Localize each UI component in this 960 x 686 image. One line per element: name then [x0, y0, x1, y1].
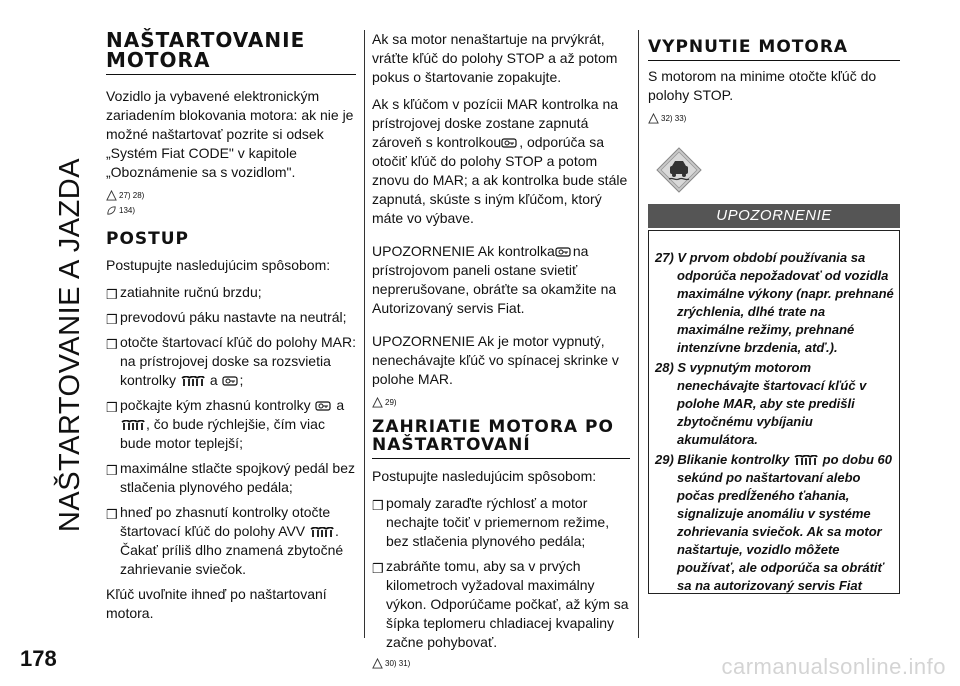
outro-paragraph: Kľúč uvoľnite ihneď po naštartovaní motora.: [106, 586, 327, 621]
warning-box: [648, 230, 900, 594]
warmup-lead: Postupujte nasledujúcim spôsobom:: [372, 468, 597, 484]
column-divider-right: [638, 30, 639, 638]
glow-plug-icon: [180, 376, 206, 388]
page-number: 178: [20, 646, 57, 671]
checkbox-bullet-icon: ❒: [106, 312, 118, 327]
heading-rule: [372, 458, 630, 459]
procedure-lead: Postupujte nasledujúcim spôsobom:: [106, 257, 331, 273]
immobilizer-icon: [315, 397, 333, 413]
list-item: ❒ prevodovú páku nastavte na neutrál;: [106, 309, 347, 327]
road-warning-sign-icon: [655, 146, 703, 194]
sidebar-chapter-title: NAŠTARTOVANIE A JAZDA: [54, 157, 86, 533]
checkbox-bullet-icon: ❒: [106, 337, 118, 352]
list-item: ❒ zabráňte tomu, aby sa v prvých kilometroch vyžadoval maximálny výkon. Odporúčame počkať, až kým sa šípka teplomeru chladiacej kvapaliny začne pohybovať.: [372, 558, 629, 650]
checkbox-bullet-icon: ❒: [106, 400, 118, 415]
section-heading-warmup: ZAHRIATIE MOTORA PO NAŠTARTOVANÍ: [372, 417, 614, 455]
list-item: ❒ zatiahnite ručnú brzdu;: [106, 284, 262, 302]
paragraph-engine-off: UPOZORNENIE Ak je motor vypnutý, nenechávajte kľúč vo spínacej skrinke v polohe MAR.: [372, 333, 619, 387]
paragraph-warning-lamp: UPOZORNENIE Ak kontrolka na prístrojovom paneli ostane svietiť neprerušovane, obráťte sa okamžite na Autorizovaný servis Fiat.: [372, 243, 617, 316]
paragraph-retry: Ak sa motor nenaštartuje na prvýkrát, vráťte kľúč do polohy STOP a až potom pokus o štartovanie zopakujte.: [372, 31, 618, 85]
warning-triangle-icon: [106, 190, 117, 201]
environment-ref: 134): [106, 205, 356, 216]
glow-plug-icon: [793, 455, 819, 467]
list-item: ❒ pomaly zaraďte rýchlosť a motor nechajte točiť v priemernom režime, bez stlačenia plynového pedála;: [372, 495, 610, 549]
list-item: ❒ otočte štartovací kľúč do polohy MAR: na prístrojovej doske sa rozsvietia kontrolky a ;: [106, 334, 356, 388]
warning-ref: 30) 31): [372, 658, 630, 669]
warning-item-29: 29) Blikanie kontrolky po dobu 60 sekúnd po naštartovaní alebo počas predĺženého ťahania, signalizuje anomáliu v systéme zohrievania sviečok. Ak sa motor naštartuje, vozidlo môžete používať, ale odporúča sa obrátiť sa na autorizovaný servis Fiat: [655, 452, 892, 593]
subheading-procedure: POSTUP: [106, 229, 190, 249]
warning-ref: 29): [372, 397, 630, 408]
section-heading-starting: NAŠTARTOVANIE MOTORA: [106, 28, 306, 72]
warning-ref: 27) 28): [106, 190, 356, 201]
column-stopping: [648, 30, 900, 128]
paragraph-key-mar: Ak s kľúčom v pozícii MAR kontrolka na prístrojovej doske zostane zapnutá zároveň s kontrolkou , odporúča sa otočiť kľúč do polohy STOP a potom znovu do MAR; a ak kontrolka bude stále zapnutá, skúste s iným kľúčom, ktorý máte vo výbave.: [372, 96, 628, 226]
warning-box-title: UPOZORNENIE: [648, 204, 900, 228]
list-item: ❒ počkajte kým zhasnú kontrolky a , čo bude rýchlejšie, čím viac bude motor teplejší;: [106, 397, 345, 451]
immobilizer-icon: [501, 134, 519, 150]
warning-item-27: 27) V prvom období používania sa odporúča nepožadovať od vozidla maximálne výkony (napr. prehnané zrýchlenia, dlhé trate na maximálne režimy, prehnané intenzívne brzdenia, atď.).: [655, 250, 894, 355]
immobilizer-icon: [555, 243, 573, 259]
warning-item-28: 28) S vypnutým motorom nenechávajte štartovací kľúč v polohe MAR, aby ste predišli zbytočnému vybíjaniu akumulátora.: [655, 360, 867, 447]
section-heading-stopping: VYPNUTIE MOTORA: [648, 37, 849, 57]
warning-triangle-icon: [372, 658, 383, 669]
intro-paragraph: Vozidlo ja vybavené elektronickým zariadením blokovania motora: ak nie je možné naštartovať pozrite si odsek „Systém Fiat CODE" v kapitole „Oboznámenie sa s vozidlom".: [106, 88, 354, 180]
column-warmup: [372, 30, 630, 673]
immobilizer-icon: [222, 372, 240, 388]
warning-list: [649, 231, 899, 595]
list-item: ❒ maximálne stlačte spojkový pedál bez stlačenia plynového pedála;: [106, 460, 356, 495]
checkbox-bullet-icon: ❒: [106, 507, 118, 522]
glow-plug-icon: [309, 527, 335, 539]
checkbox-bullet-icon: ❒: [372, 498, 384, 513]
checkbox-bullet-icon: ❒: [106, 463, 118, 478]
leaf-icon: [106, 205, 117, 216]
checkbox-bullet-icon: ❒: [106, 287, 118, 302]
column-starting-engine: [106, 30, 356, 631]
heading-rule: [106, 74, 356, 75]
glow-plug-icon: [120, 420, 146, 432]
heading-rule: [648, 60, 900, 61]
warning-ref: 32) 33): [648, 113, 900, 124]
list-item: ❒ hneď po zhasnutí kontrolky otočte štartovací kľúč do polohy AVV . Čakať príliš dlho znamená zbytočné zahrievanie sviečok.: [106, 504, 344, 577]
warning-triangle-icon: [372, 397, 383, 408]
paragraph-stop: S motorom na minime otočte kľúč do polohy STOP.: [648, 68, 877, 103]
warning-triangle-icon: [648, 113, 659, 124]
column-divider-left: [364, 30, 365, 638]
watermark: carmanualsonline.info: [721, 654, 946, 679]
checkbox-bullet-icon: ❒: [372, 561, 384, 576]
